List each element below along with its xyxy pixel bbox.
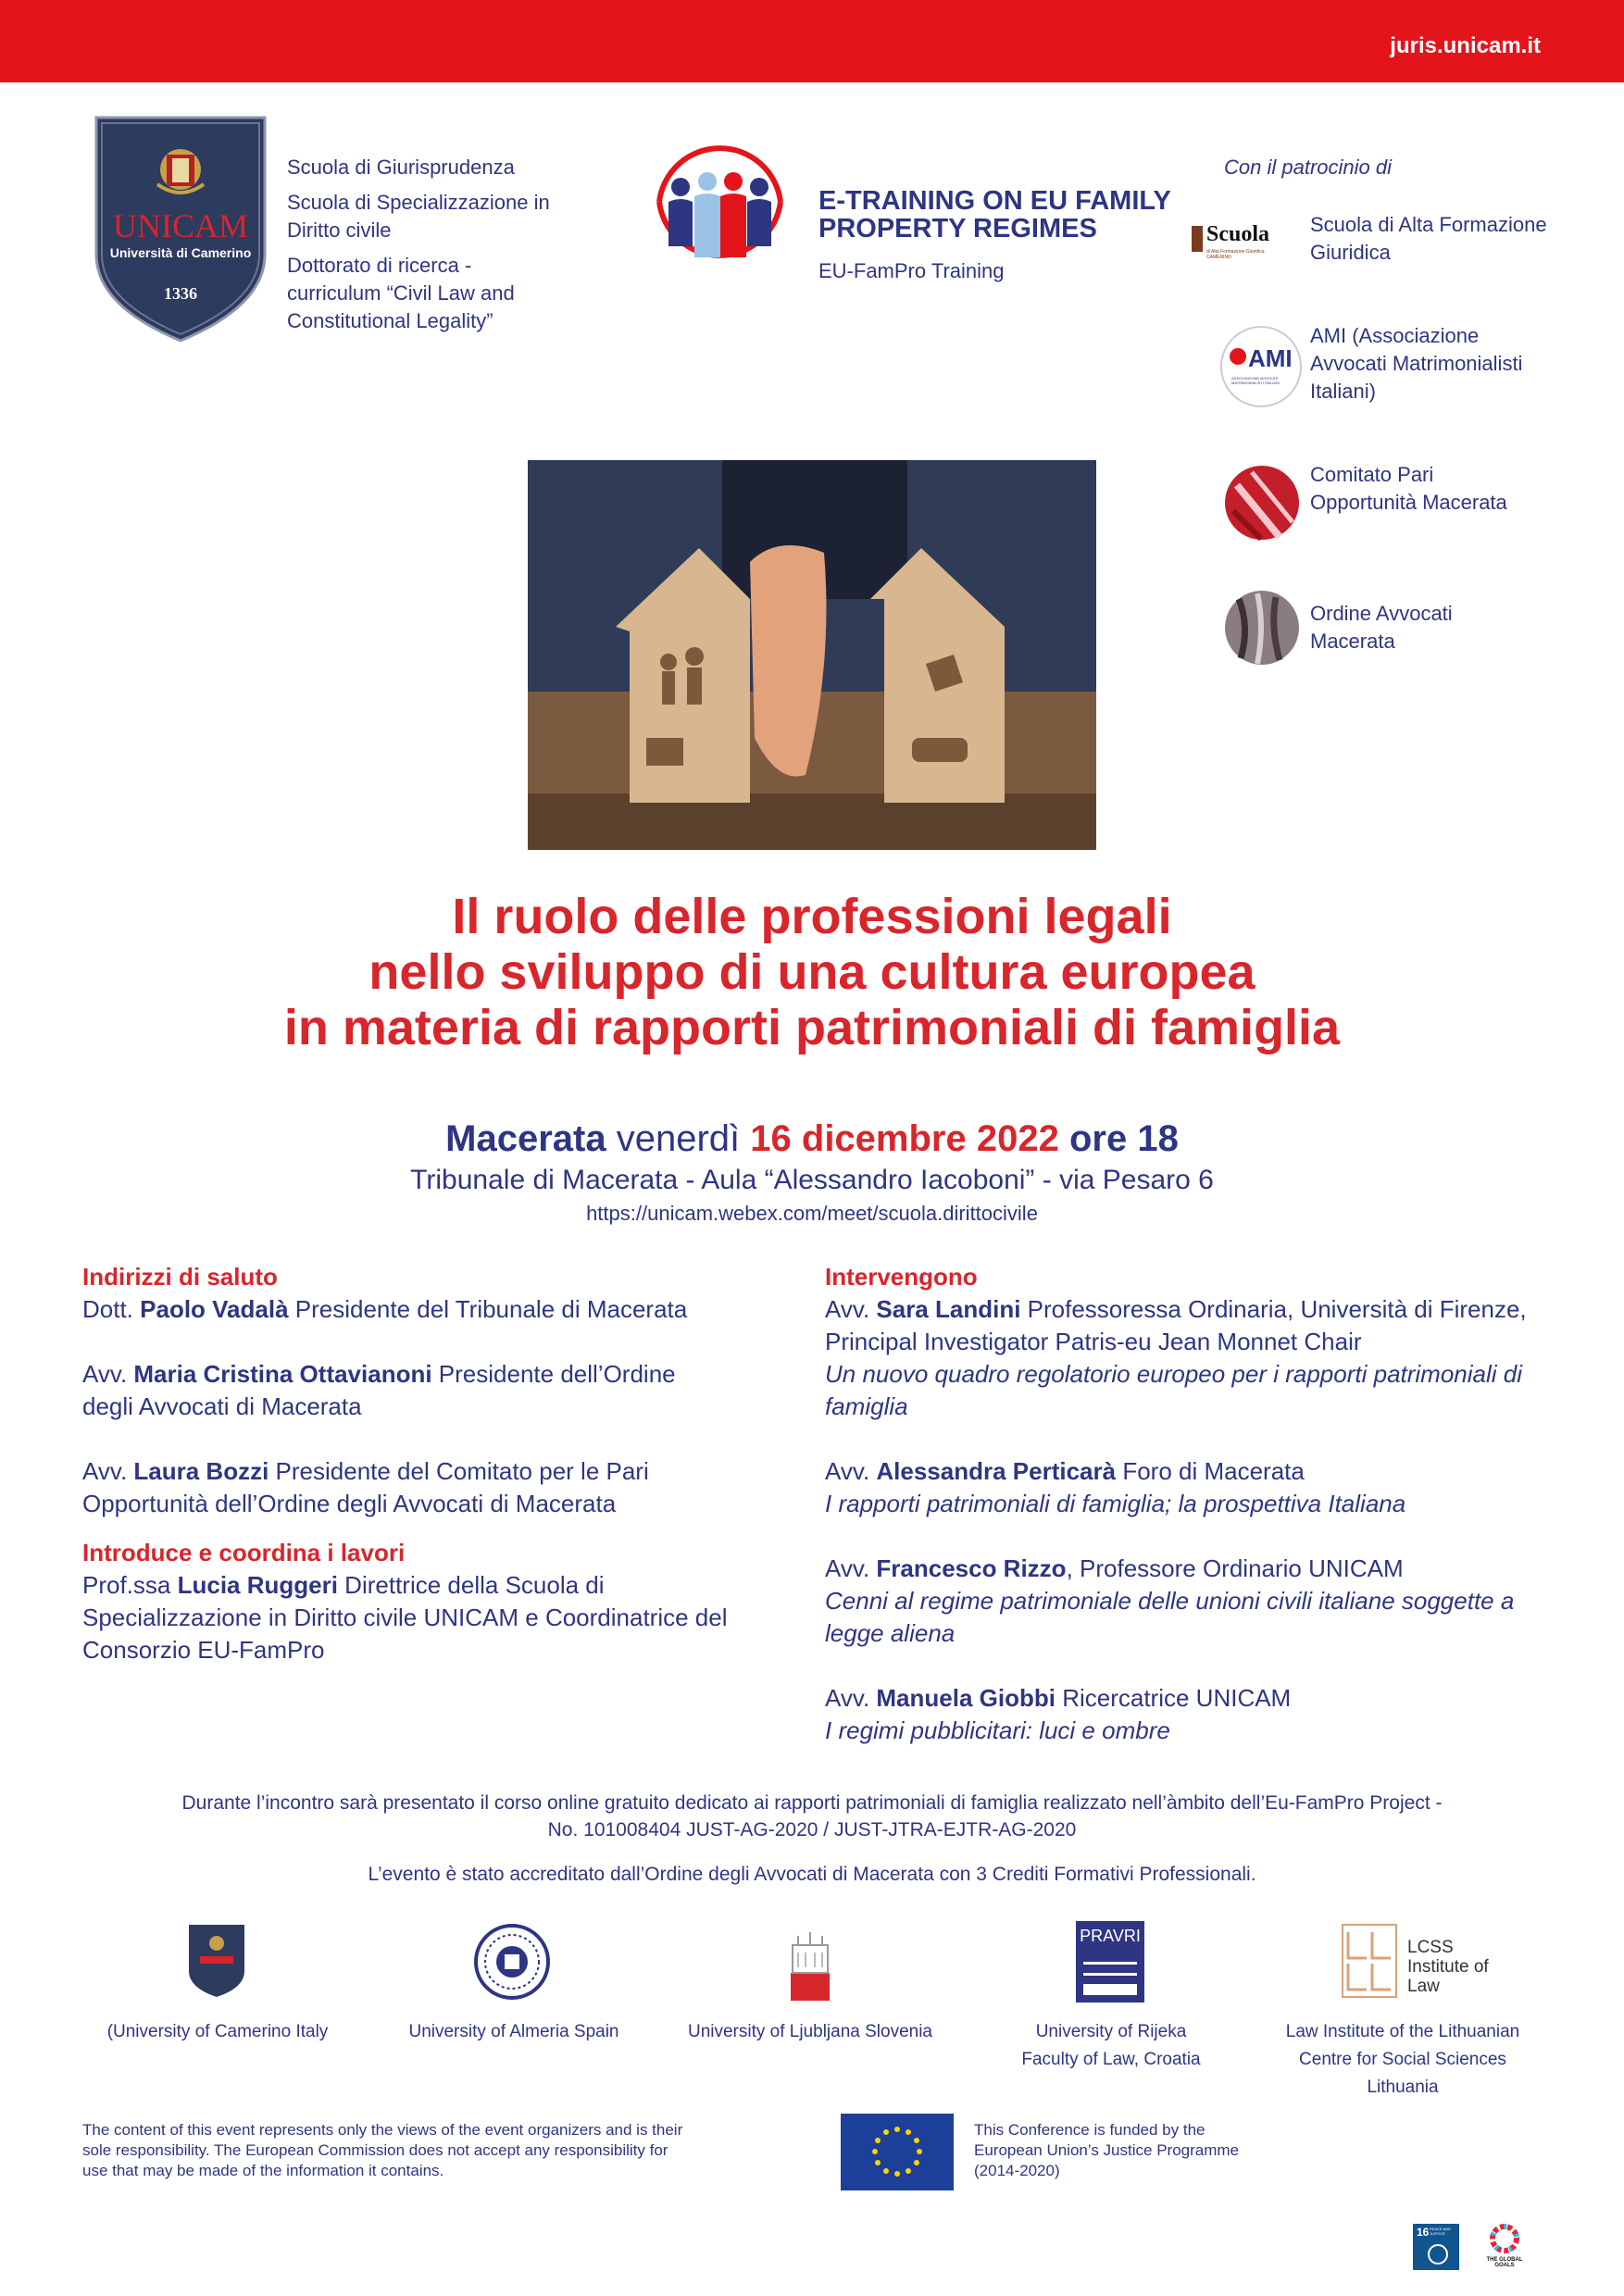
coordinator-item bbox=[82, 1569, 731, 1666]
sdg-label: PEACE AND JUSTICE bbox=[1430, 2227, 1451, 2236]
houses-hand-illustration bbox=[528, 460, 1096, 850]
partner-label: University of Almeria Spain bbox=[408, 2022, 619, 2041]
patronage-heading: Con il patrocinio di bbox=[1224, 156, 1392, 179]
left-program-column bbox=[82, 1261, 731, 1666]
sdg-number: 16 bbox=[1417, 2226, 1430, 2239]
project-title-line: PROPERTY REGIMES bbox=[818, 214, 1097, 243]
unicam-subtitle: Università di Camerino bbox=[109, 245, 252, 260]
webex-link[interactable]: https://unicam.webex.com/meet/scuola.dirittocivile bbox=[586, 1202, 1038, 1225]
website-link[interactable]: juris.unicam.it bbox=[1390, 33, 1541, 58]
project-subtitle: EU-FamPro Training bbox=[818, 259, 1005, 282]
header-bar bbox=[0, 0, 1624, 82]
course-note: Durante l’incontro sarà presentato il corso online gratuito dedicato ai rapporti patrimoniali di famiglia realizzato nell’àmbito dell’Eu-FamPro Project - bbox=[181, 1792, 1443, 1814]
speaker-item bbox=[825, 1682, 1547, 1747]
school-item: Scuola di Giurisprudenza bbox=[287, 156, 515, 179]
divider bbox=[1083, 1973, 1137, 1976]
speaker-topic: I rapporti patrimoniali di famiglia; la prospettiva Italiana bbox=[825, 1490, 1406, 1517]
speakers-heading: Intervengono bbox=[825, 1263, 978, 1291]
lcss-mark-icon bbox=[1341, 1923, 1398, 1999]
divider bbox=[1083, 1984, 1137, 1995]
funding-note: This Conference is funded by the European Union’s Justice Programme (2014-2020) bbox=[974, 2121, 1239, 2179]
speaker-item bbox=[825, 1455, 1547, 1520]
event-weekday: venerdì bbox=[616, 1118, 741, 1159]
divider bbox=[1083, 1962, 1137, 1965]
greeting-prefix: Avv. bbox=[82, 1457, 134, 1485]
ami-heart-icon bbox=[1230, 348, 1246, 365]
safg-logo bbox=[1192, 222, 1284, 259]
speaker-name: Francesco Rizzo bbox=[876, 1554, 1067, 1582]
project-title bbox=[818, 187, 1171, 243]
speaker-prefix: Avv. bbox=[825, 1295, 877, 1323]
right-program-column bbox=[825, 1261, 1547, 1747]
event-city: Macerata bbox=[445, 1118, 606, 1159]
speaker-item bbox=[825, 1553, 1547, 1650]
partner-label: (University of Camerino Italy bbox=[106, 2022, 329, 2041]
ordine-avvocati-logo bbox=[1224, 590, 1300, 666]
speaker-topic: Cenni al regime patrimoniale delle unioni civili italiane soggette a legge aliena bbox=[825, 1587, 1515, 1647]
sdg-wheel-icon bbox=[1481, 2224, 1528, 2257]
school-item: Scuola di Specializzazione in Diritto civile bbox=[287, 191, 550, 242]
coordinator-role: Direttrice della Scuola di Specializzazione in Diritto civile UNICAM e Coordinatrice del Consorzio EU-FamPro bbox=[82, 1571, 728, 1664]
speaker-role: Ricercatrice UNICAM bbox=[1055, 1684, 1292, 1712]
ami-logo-small: ASSOCIAZIONE AVVOCATI MATRIMONIALISTI ITALIANI bbox=[1231, 376, 1280, 385]
ljubljana-partner-logo bbox=[789, 1932, 831, 2003]
global-goals-text: THE GLOBAL GOALS bbox=[1486, 2257, 1523, 2268]
unicam-small-shield-icon bbox=[187, 1923, 246, 1999]
unicam-wordmark: UNICAM bbox=[112, 207, 248, 244]
event-venue: Tribunale di Macerata - Aula “Alessandro Iacoboni” - via Pesaro 6 bbox=[410, 1165, 1214, 1195]
greeting-name: Laura Bozzi bbox=[133, 1457, 269, 1485]
rijeka-logo-text: PRAVRI bbox=[1080, 1927, 1141, 1945]
global-goals-logo bbox=[1481, 2224, 1528, 2270]
greeting-item bbox=[82, 1358, 731, 1423]
credits-note: L’evento è stato accreditato dall’Ordine degli Avvocati di Macerata con 3 Crediti Formativi Professionali. bbox=[368, 1864, 1256, 1885]
lcss-partner-logo bbox=[1341, 1923, 1398, 1999]
greetings-heading: Indirizzi di saluto bbox=[82, 1263, 278, 1291]
eu-flag-icon bbox=[841, 2114, 954, 2190]
greeting-role: Presidente del Comitato per le Pari Opportunità dell’Ordine degli Avvocati di Macerata bbox=[82, 1457, 649, 1517]
eu-disclaimer: The content of this event represents only the views of the event organizers and is their sole responsibility. The European Commission does not accept any responsibility for use that may be made of the information it contains. bbox=[82, 2121, 683, 2179]
unicam-year: 1336 bbox=[164, 284, 197, 303]
family-people-icon bbox=[648, 128, 792, 278]
greeting-role: Presidente del Tribunale di Macerata bbox=[288, 1295, 688, 1323]
speaker-name: Sara Landini bbox=[876, 1295, 1021, 1323]
event-title bbox=[0, 889, 1624, 1055]
hero-photo bbox=[528, 460, 1096, 850]
greeting-name: Maria Cristina Ottavianoni bbox=[133, 1360, 432, 1388]
patron-label: AMI (Associazione Avvocati Matrimonialisti Italiani) bbox=[1310, 324, 1523, 403]
sdg16-badge bbox=[1413, 2224, 1459, 2270]
speaker-role: Foro di Macerata bbox=[1116, 1457, 1305, 1485]
speaker-item bbox=[825, 1293, 1547, 1423]
rijeka-partner-logo bbox=[1076, 1921, 1144, 2003]
speaker-name: Manuela Giobbi bbox=[876, 1684, 1056, 1712]
pari-opportunita-logo bbox=[1224, 465, 1300, 541]
speaker-topic: Un nuovo quadro regolatorio europeo per i rapporti patrimoniali di famiglia bbox=[825, 1360, 1523, 1420]
greeting-name: Paolo Vadalà bbox=[140, 1295, 289, 1323]
greeting-role: Presidente dell’Ordine degli Avvocati di Macerata bbox=[82, 1360, 676, 1420]
camerino-partner-logo bbox=[187, 1923, 246, 1999]
ljubljana-building-icon bbox=[789, 1932, 831, 2003]
speaker-name: Alessandra Perticarà bbox=[876, 1457, 1117, 1485]
lcss-logo-text: LCSS Institute of Law bbox=[1407, 1938, 1489, 1996]
patron-label: Comitato Pari Opportunità Macerata bbox=[1310, 463, 1507, 514]
partner-label: University of Ljubljana Slovenia bbox=[687, 2022, 933, 2041]
greeting-item bbox=[82, 1455, 731, 1520]
speaker-role: , Professore Ordinario UNICAM bbox=[1066, 1554, 1404, 1582]
coordinator-name: Lucia Ruggeri bbox=[177, 1571, 338, 1599]
coordinator-prefix: Prof.ssa bbox=[82, 1571, 178, 1599]
speaker-role: Professoressa Ordinaria, Università di Firenze, Principal Investigator Patris-eu Jean Monnet Chair bbox=[825, 1295, 1527, 1355]
speaker-prefix: Avv. bbox=[825, 1684, 877, 1712]
patron-label: Ordine Avvocati Macerata bbox=[1310, 602, 1453, 653]
event-time: ore 18 bbox=[1068, 1118, 1179, 1159]
coordination-heading: Introduce e coordina i lavori bbox=[82, 1539, 406, 1566]
ami-logo-text: AMI bbox=[1248, 344, 1293, 372]
title-line: nello sviluppo di una cultura europea bbox=[369, 944, 1255, 1000]
almeria-partner-logo bbox=[474, 1924, 550, 2000]
ami-logo bbox=[1220, 326, 1302, 407]
column-icon bbox=[1192, 226, 1203, 252]
cpo-emblem-icon bbox=[1224, 465, 1300, 541]
partner-label: University of Rijeka Faculty of Law, Croatia bbox=[1021, 2022, 1201, 2069]
speaker-prefix: Avv. bbox=[825, 1554, 877, 1582]
dove-icon bbox=[1428, 2244, 1448, 2265]
school-item: Dottorato di ricerca - curriculum “Civil Law and Constitutional Legality” bbox=[287, 254, 515, 332]
speaker-topic: I regimi pubblicitari: luci e ombre bbox=[825, 1716, 1170, 1744]
schools-list bbox=[287, 154, 565, 343]
greeting-prefix: Avv. bbox=[82, 1360, 134, 1388]
event-date: 16 dicembre 2022 bbox=[750, 1118, 1059, 1159]
title-line: Il ruolo delle professioni legali bbox=[452, 889, 1172, 944]
patron-label: Scuola di Alta Formazione Giuridica bbox=[1310, 213, 1547, 264]
partner-label: Law Institute of the Lithuanian Centre for Social Sciences Lithuania bbox=[1285, 2022, 1520, 2097]
greeting-item bbox=[82, 1293, 731, 1326]
project-number: No. 101008404 JUST-AG-2020 / JUST-JTRA-EJTR-AG-2020 bbox=[547, 1819, 1077, 1841]
greeting-prefix: Dott. bbox=[82, 1295, 141, 1323]
project-title-line: E-TRAINING ON EU FAMILY bbox=[818, 186, 1171, 216]
safg-logo-text: Scuola bbox=[1206, 222, 1270, 246]
title-line: in materia di rapporti patrimoniali di famiglia bbox=[283, 1000, 1341, 1055]
event-date-line bbox=[0, 1118, 1624, 1160]
speaker-prefix: Avv. bbox=[825, 1457, 877, 1485]
ordine-emblem-icon bbox=[1224, 590, 1300, 666]
unicam-logo bbox=[93, 116, 269, 343]
almeria-seal-icon bbox=[474, 1924, 550, 2000]
safg-logo-small: di Alta Formazione Giuridica CAMERINO bbox=[1206, 249, 1265, 260]
eu-stars-icon bbox=[841, 2114, 954, 2190]
eufampro-logo bbox=[648, 128, 792, 278]
